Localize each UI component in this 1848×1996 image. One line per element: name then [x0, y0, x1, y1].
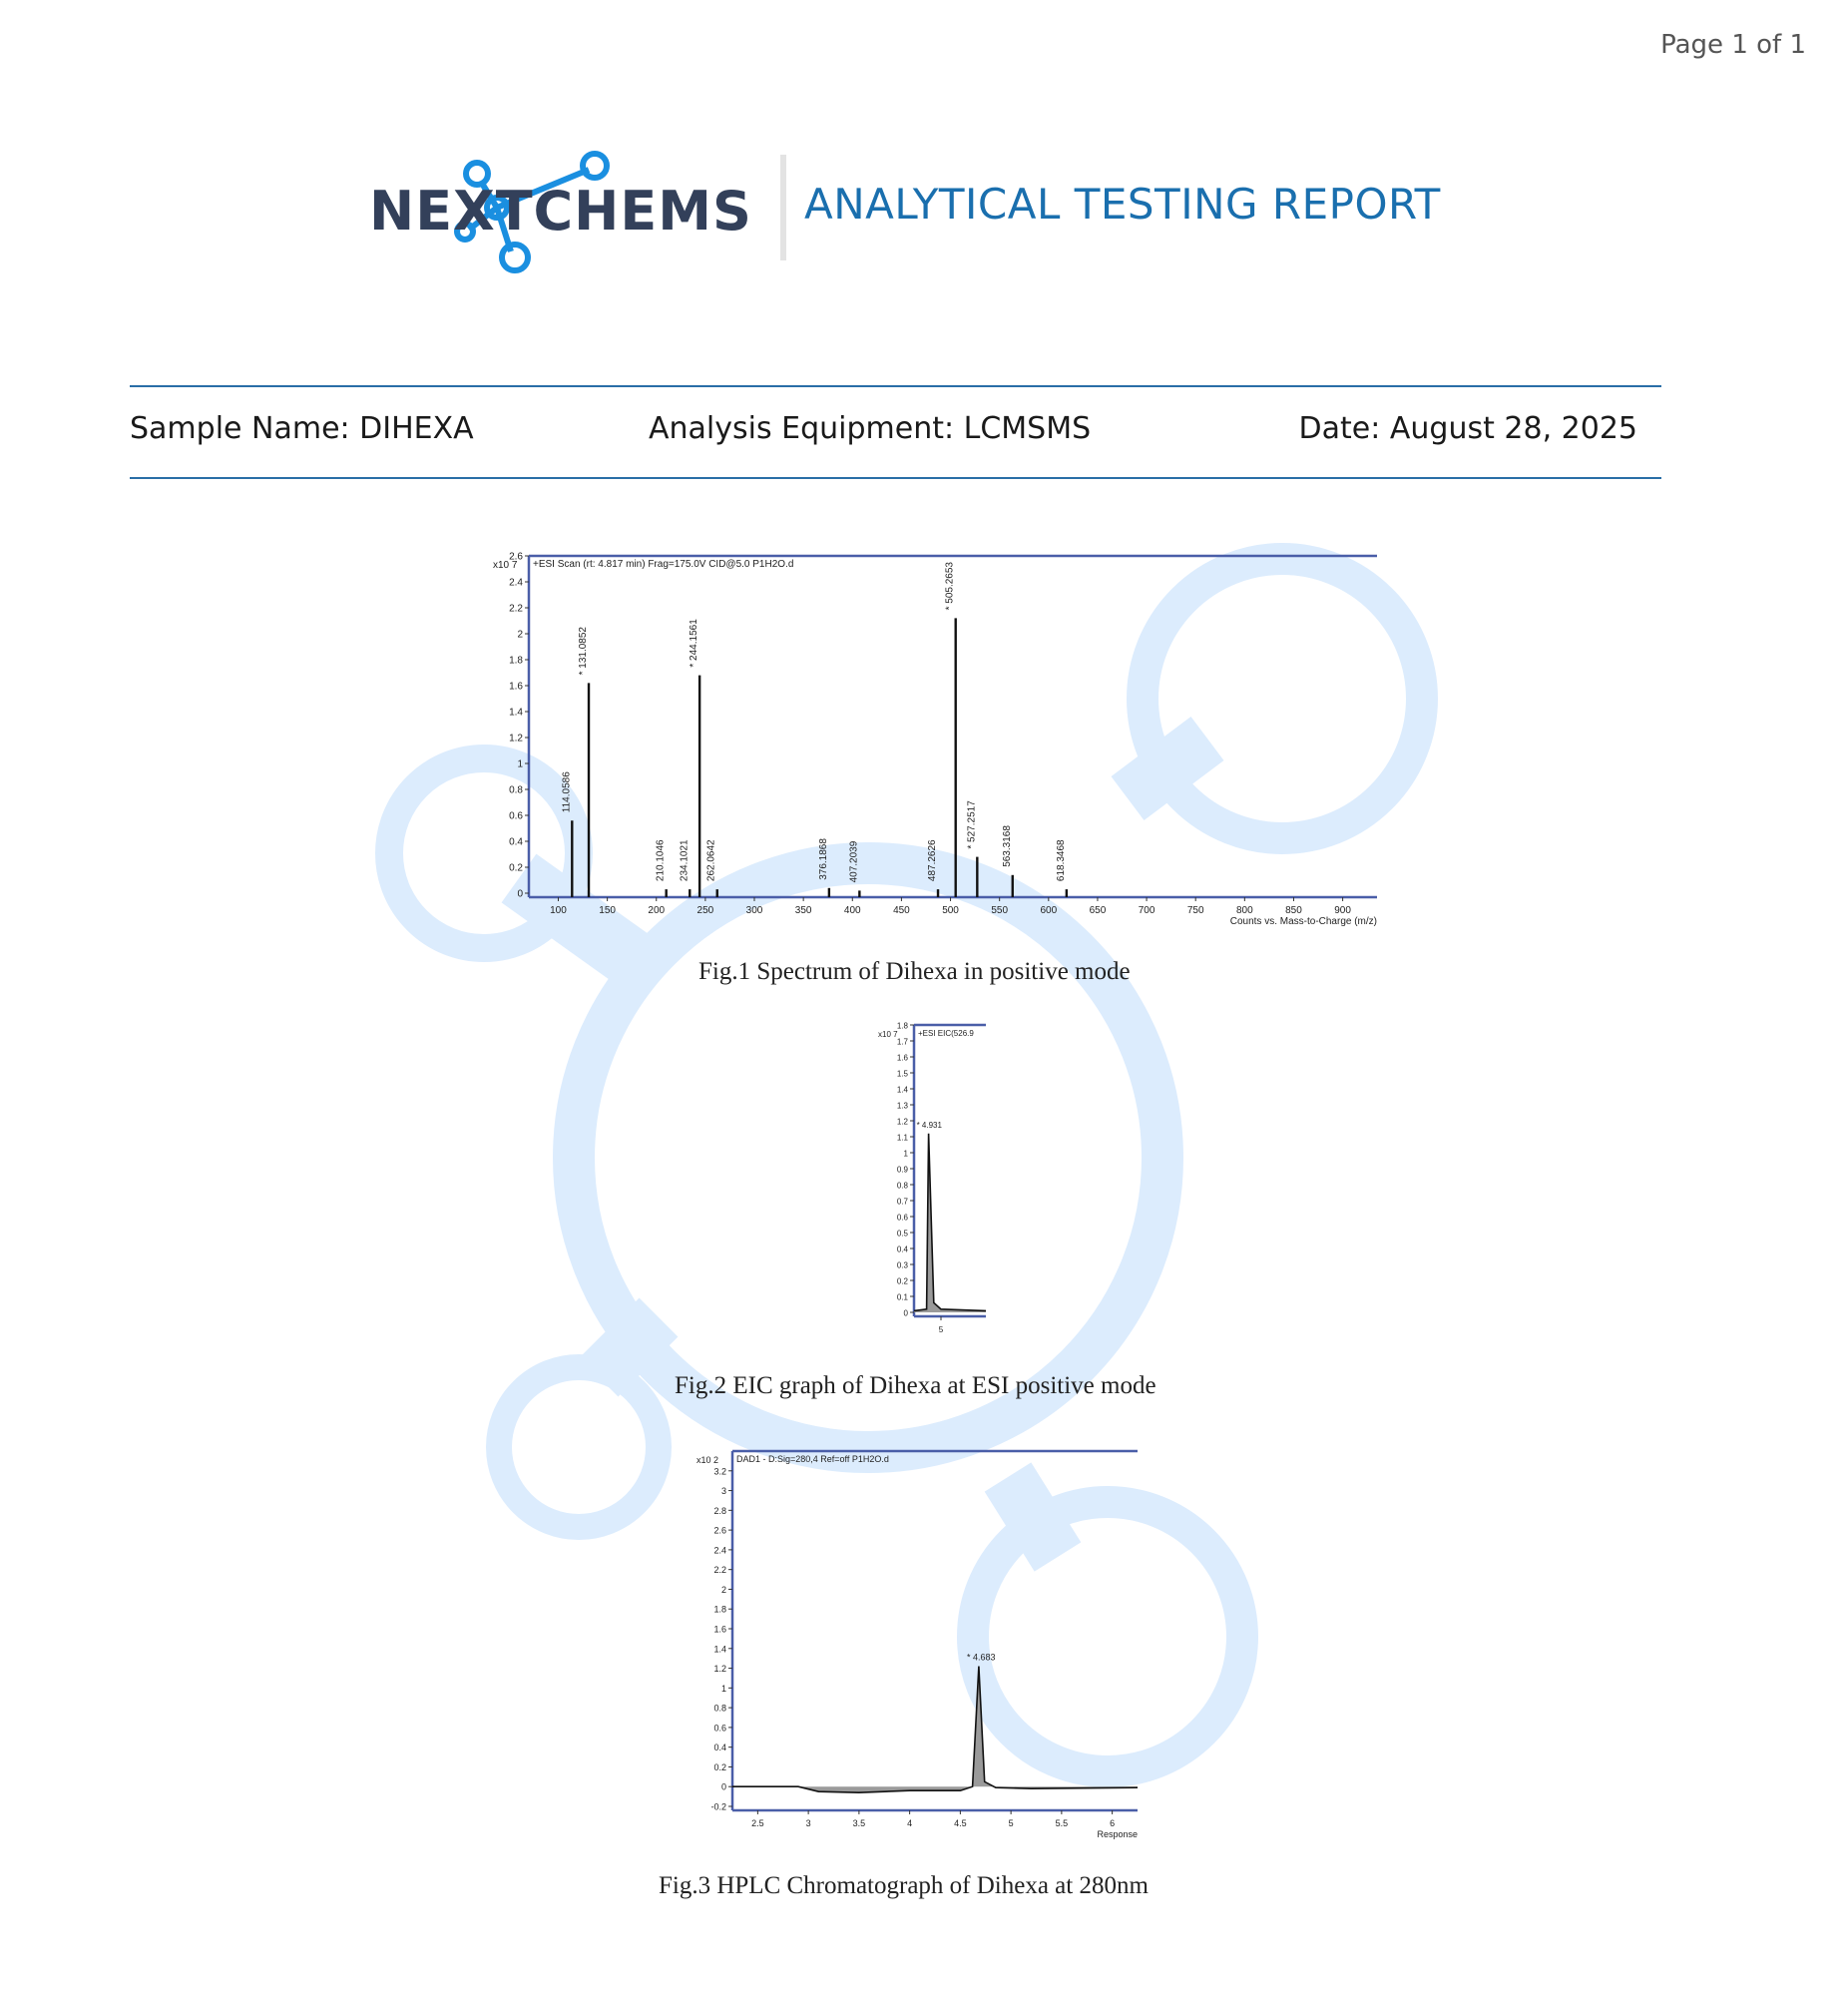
y-tick-label: 1.2 — [509, 733, 523, 745]
x-tick-label: 5.5 — [1055, 1818, 1069, 1828]
peak-label: 262.0642 — [705, 839, 717, 882]
y-tick-label: 0.4 — [509, 836, 523, 848]
report-header — [359, 150, 1487, 279]
x-tick-label: 3.5 — [852, 1818, 866, 1828]
x-tick-label: 700 — [1138, 905, 1155, 916]
y-tick-label: 1 — [720, 1683, 726, 1694]
y-tick-label: 0.2 — [713, 1761, 726, 1772]
peak-label: 407.2039 — [848, 840, 860, 883]
x-tick-label: 100 — [550, 905, 567, 916]
y-tick-label: 1.8 — [713, 1604, 726, 1615]
y-tick-label: 1.2 — [896, 1117, 908, 1127]
x-tick-label: 300 — [745, 905, 763, 916]
x-tick-label: 500 — [942, 905, 959, 916]
figure-1-mass-spectrum — [479, 544, 1387, 933]
report-title: ANALYTICAL TESTING REPORT — [804, 180, 1441, 229]
y-tick-label: 1.6 — [509, 681, 523, 693]
x-axis-label: Response — [1097, 1829, 1138, 1839]
peak-label: 114.0586 — [561, 771, 573, 813]
y-tick-label: 1.8 — [896, 1021, 908, 1031]
y-tick-label: 0.9 — [896, 1165, 908, 1175]
y-tick-label: 0.6 — [896, 1213, 908, 1223]
y-tick-label: 1.4 — [713, 1644, 726, 1655]
y-tick-label: 0.7 — [896, 1197, 908, 1207]
analysis-equipment: Analysis Equipment: LCMSMS — [649, 411, 1092, 446]
peak-label: 210.1046 — [655, 839, 667, 882]
peak-label: 487.2626 — [927, 839, 939, 882]
x-tick-label: 750 — [1186, 905, 1204, 916]
chart-title: +ESI EIC(526.9 — [918, 1029, 974, 1038]
y-tick-label: 2 — [720, 1584, 726, 1595]
y-tick-label: 2.2 — [713, 1565, 726, 1576]
y-tick-label: 0.8 — [713, 1703, 726, 1714]
x-tick-label: 4.5 — [954, 1818, 967, 1828]
bottom-rule — [130, 477, 1661, 479]
figure-3-caption: Fig.3 HPLC Chromatograph of Dihexa at 280nm — [659, 1872, 1149, 1899]
y-tick-label: 1.3 — [896, 1101, 908, 1111]
y-tick-label: 3 — [720, 1486, 726, 1497]
x-tick-label: 3 — [805, 1818, 811, 1828]
x-tick-label: 4 — [907, 1818, 913, 1828]
x-tick-label: 550 — [991, 905, 1009, 916]
y-multiplier-label: x10 7 — [493, 560, 518, 571]
y-tick-label: 0.4 — [896, 1245, 908, 1254]
y-tick-label: 0.2 — [896, 1276, 908, 1286]
figure-2-caption: Fig.2 EIC graph of Dihexa at ESI positive mode — [675, 1372, 1156, 1399]
chart-title: DAD1 - D:Sig=280,4 Ref=off P1H2O.d — [736, 1454, 889, 1464]
x-tick-label: 450 — [893, 905, 910, 916]
y-tick-label: 2.4 — [713, 1545, 726, 1556]
y-tick-label: 2.2 — [509, 603, 523, 615]
y-tick-label: 1.4 — [509, 707, 523, 719]
x-tick-label: 200 — [648, 905, 666, 916]
y-tick-label: -0.2 — [710, 1801, 726, 1812]
figure-1-caption: Fig.1 Spectrum of Dihexa in positive mode — [698, 958, 1131, 985]
x-tick-label: 6 — [1110, 1818, 1116, 1828]
header-divider — [780, 155, 786, 260]
y-tick-label: 0 — [517, 888, 523, 900]
y-tick-label: 1.2 — [713, 1664, 726, 1675]
x-axis-label: Counts vs. Mass-to-Charge (m/z) — [1229, 916, 1377, 927]
y-tick-label: 1 — [517, 758, 523, 770]
y-tick-label: 1.4 — [896, 1085, 908, 1095]
y-tick-label: 2 — [517, 629, 523, 641]
y-tick-label: 0.8 — [896, 1181, 908, 1191]
sample-info-row — [130, 411, 1661, 461]
y-tick-label: 1.7 — [896, 1037, 908, 1047]
report-date: Date: August 28, 2025 — [1298, 411, 1637, 446]
y-tick-label: 0.6 — [509, 810, 523, 822]
y-tick-label: 3.2 — [713, 1466, 726, 1477]
chart-title: +ESI Scan (rt: 4.817 min) Frag=175.0V CID@5.0 P1H2O.d — [533, 559, 794, 570]
y-tick-label: 1.6 — [896, 1053, 908, 1063]
top-rule — [130, 385, 1661, 387]
peak-label: * 505.2653 — [944, 562, 956, 611]
logo-text: NEXTCHEMS — [369, 180, 752, 243]
y-tick-label: 0.2 — [509, 862, 523, 874]
figure-2-eic-graph — [858, 1013, 1008, 1342]
y-tick-label: 0 — [720, 1781, 726, 1792]
x-tick-label: 400 — [843, 905, 861, 916]
x-tick-label: 800 — [1235, 905, 1253, 916]
y-multiplier-label: x10 7 — [878, 1030, 898, 1039]
peak-label: 234.1021 — [679, 839, 691, 882]
peak-label: * 244.1561 — [689, 619, 700, 668]
peak-label: 563.3168 — [1001, 825, 1013, 867]
y-tick-label: 2.6 — [713, 1525, 726, 1536]
x-tick-label: 350 — [794, 905, 812, 916]
x-tick-label: 5 — [938, 1325, 944, 1334]
y-tick-label: 0.4 — [713, 1743, 726, 1753]
sample-name: Sample Name: DIHEXA — [130, 411, 474, 446]
peak-label: * 527.2517 — [966, 800, 978, 849]
y-tick-label: 1 — [903, 1149, 908, 1159]
peak-label: * 4.931 — [916, 1120, 942, 1130]
y-tick-label: 0 — [903, 1308, 908, 1318]
y-tick-label: 0.6 — [713, 1723, 726, 1734]
y-tick-label: 0.8 — [509, 784, 523, 796]
peak-label: * 131.0852 — [578, 627, 590, 676]
peak-label: 618.3468 — [1055, 839, 1067, 882]
y-tick-label: 2.6 — [509, 551, 523, 563]
y-tick-label: 2.4 — [509, 577, 523, 589]
y-tick-label: 1.5 — [896, 1069, 908, 1079]
x-tick-label: 900 — [1334, 905, 1351, 916]
x-tick-label: 250 — [696, 905, 714, 916]
x-tick-label: 150 — [599, 905, 616, 916]
peak-area — [914, 1134, 986, 1312]
y-tick-label: 1.6 — [713, 1624, 726, 1635]
y-tick-label: 1.8 — [509, 655, 523, 667]
y-tick-label: 0.3 — [896, 1260, 908, 1270]
peak-label: * 4.683 — [966, 1652, 996, 1663]
peak-label: 376.1868 — [817, 838, 829, 880]
y-tick-label: 1.1 — [896, 1133, 908, 1143]
x-tick-label: 600 — [1040, 905, 1058, 916]
figure-3-hplc-chromatograph — [689, 1437, 1148, 1846]
y-tick-label: 2.8 — [713, 1505, 726, 1516]
page-number: Page 1 of 1 — [1660, 30, 1806, 60]
peak-area — [732, 1667, 1138, 1793]
x-tick-label: 850 — [1285, 905, 1302, 916]
x-tick-label: 650 — [1089, 905, 1107, 916]
y-multiplier-label: x10 2 — [696, 1455, 719, 1465]
chromatogram-trace — [914, 1134, 986, 1311]
x-tick-label: 5 — [1008, 1818, 1014, 1828]
x-tick-label: 2.5 — [751, 1818, 764, 1828]
chromatogram-trace — [732, 1667, 1138, 1793]
y-tick-label: 0.5 — [896, 1229, 908, 1239]
y-tick-label: 0.1 — [896, 1292, 908, 1302]
